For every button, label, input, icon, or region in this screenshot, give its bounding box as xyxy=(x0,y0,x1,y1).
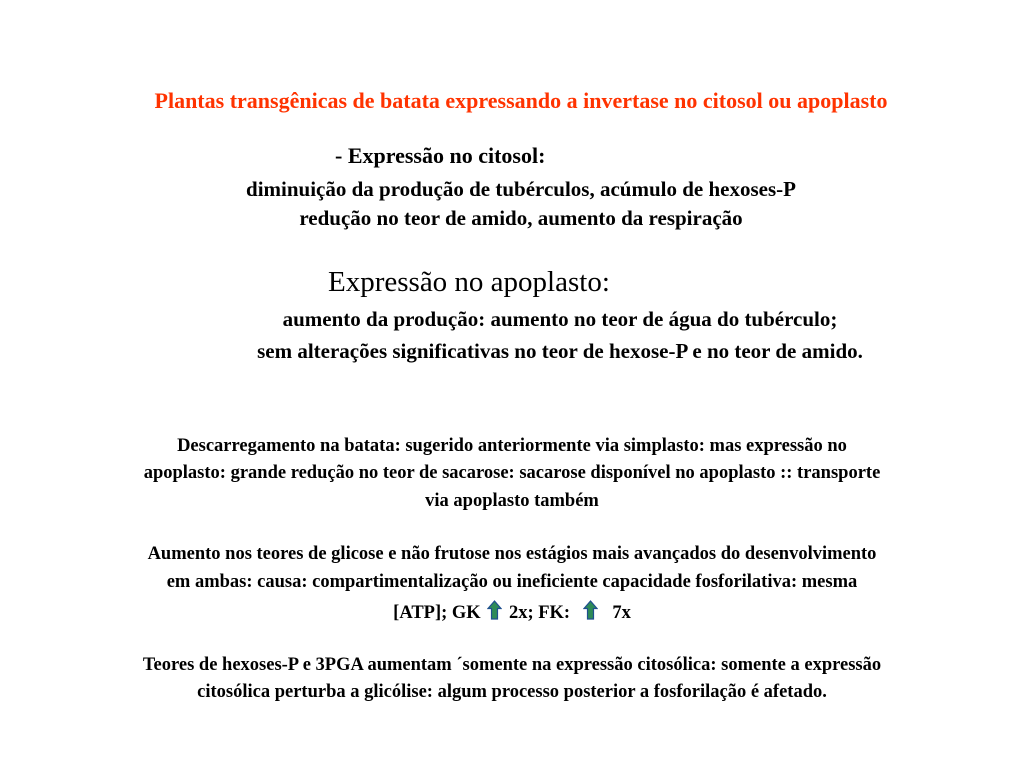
atp-gk-text: [ATP]; GK xyxy=(393,603,481,623)
cytosol-line-2: redução no teor de amido, aumento da respiração xyxy=(299,206,743,230)
fk-fold-text: 7x xyxy=(612,603,631,623)
paragraph-1-line-1: Descarregamento na batata: sugerido anteriormente via simplasto: mas expressão no xyxy=(177,436,847,456)
paragraph-3-line-2: citosólica perturba a glicólise: algum processo posterior a fosforilação é afetado. xyxy=(197,682,827,702)
paragraph-2-line-1: Aumento nos teores de glicose e não frutose nos estágios mais avançados do desenvolvimento xyxy=(147,544,877,564)
apoplast-line-2: sem alterações significativas no teor de hexose-P e no teor de amido. xyxy=(257,339,863,363)
up-arrow-icon xyxy=(583,600,598,620)
apoplast-heading: Expressão no apoplasto: xyxy=(328,266,610,298)
paragraph-3-line-1: Teores de hexoses-P e 3PGA aumentam ´somente na expressão citosólica: somente a expressão xyxy=(142,655,882,675)
gk-fold-text: 2x; FK: xyxy=(508,603,571,623)
slide-title: Plantas transgênicas de batata expressando a invertase no citosol ou apoplasto xyxy=(154,88,888,113)
paragraph-1-line-3: via apoplasto também xyxy=(425,491,599,511)
apoplast-line-1: aumento da produção: aumento no teor de água do tubérculo; xyxy=(282,307,838,331)
cytosol-line-1: diminuição da produção de tubérculos, acúmulo de hexoses-P xyxy=(246,177,796,201)
paragraph-2-line-2: em ambas: causa: compartimentalização ou ineficiente capacidade fosforilativa: mesma xyxy=(166,572,858,592)
paragraph-2-line-3 xyxy=(0,600,1024,623)
paragraph-1-line-2: apoplasto: grande redução no teor de sacarose: sacarose disponível no apoplasto :: transporte xyxy=(143,463,881,483)
cytosol-heading: - Expressão no citosol: xyxy=(335,143,546,168)
up-arrow-icon xyxy=(487,600,502,620)
